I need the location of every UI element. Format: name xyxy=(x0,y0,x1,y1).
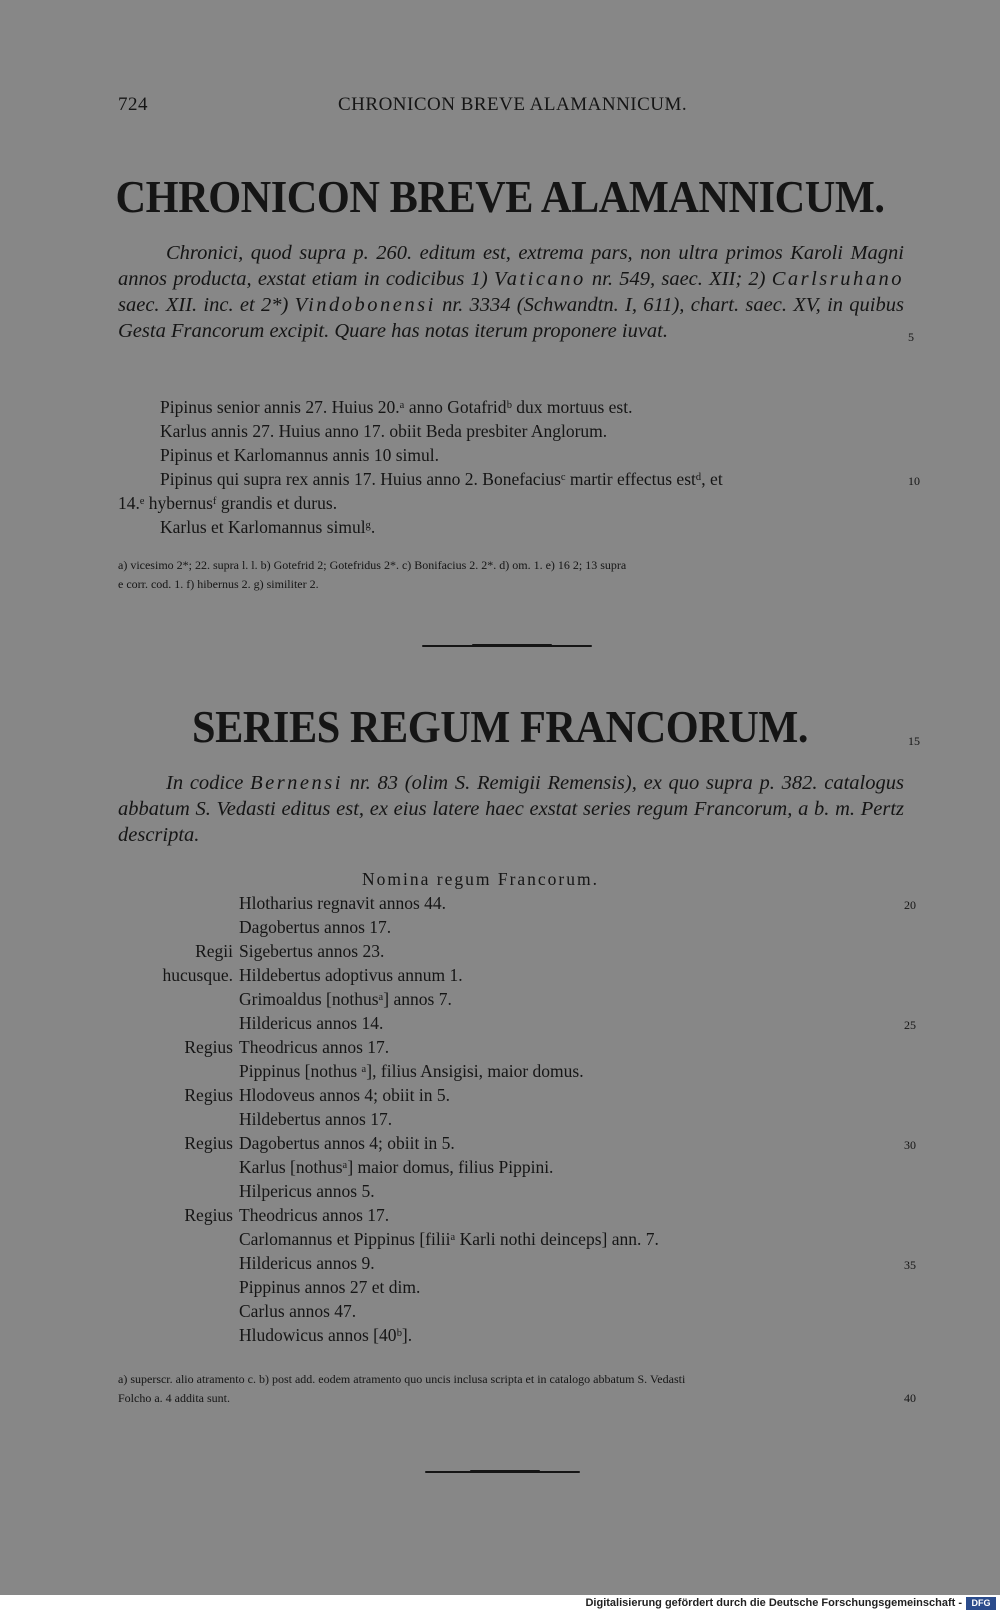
king-entry: Hlotharius regnavit annos 44. xyxy=(239,893,447,913)
king-entry: Pippinus [nothus ᵃ], filius Ansigisi, maior domus. xyxy=(239,1061,584,1081)
chronicle-entry: Karlus et Karlomannus simulᵍ. xyxy=(160,517,376,537)
section1-intro: Chronici, quod supra p. 260. editum est, extrema pars, non ultra primos Karoli Magni annos producta, exstat etiam in codicibus 1) Vaticano nr. 549, saec. XII; 2) Carlsruhano saec. XII. inc. et 2*) Vindobonensi nr. 3334 (Schwandtn. I, 611), chart. saec. XV, in quibus Gesta Francorum excipit. Quare has notas iterum proponere iuvat. xyxy=(118,242,904,342)
list-heading: Nomina regum Francorum. xyxy=(362,869,599,889)
footnote-line: Folcho a. 4 addita sunt. xyxy=(118,1391,230,1405)
line-number: 5 xyxy=(908,330,914,344)
chronicle-entry: Pipinus et Karlomannus annis 10 simul. xyxy=(160,445,440,465)
king-entry: Grimoaldus [nothusᵃ] annos 7. xyxy=(239,989,452,1009)
line-number: 35 xyxy=(904,1258,916,1272)
footer-credit: Digitalisierung gefördert durch die Deutsche Forschungsgemeinschaft - xyxy=(585,1597,962,1609)
line-number: 20 xyxy=(904,898,916,912)
section-title-chronicon: CHRONICON BREVE ALAMANNICUM. xyxy=(115,171,885,222)
chronicle-entry: 14.ᵉ hybernusᶠ grandis et durus. xyxy=(118,493,338,513)
dfg-logo: DFG xyxy=(966,1597,996,1610)
king-entry: Sigebertus annos 23. xyxy=(239,941,385,961)
king-entry: Hildebertus adoptivus annum 1. xyxy=(239,965,463,985)
king-entry: Hildebertus annos 17. xyxy=(239,1109,393,1129)
running-title: CHRONICON BREVE ALAMANNICUM. xyxy=(338,94,688,115)
row-margin-note: Regius xyxy=(184,1133,233,1153)
line-number: 25 xyxy=(904,1018,916,1032)
king-entry: Dagobertus annos 4; obiit in 5. xyxy=(239,1133,455,1153)
line-number: 10 xyxy=(908,474,920,488)
king-entry: Theodricus annos 17. xyxy=(239,1037,390,1057)
footnote-line: a) superscr. alio atramento c. b) post add. eodem atramento quo uncis inclusa scripta et in catalogo abbatum S. Vedasti xyxy=(118,1372,686,1386)
page-number: 724 xyxy=(118,94,148,115)
row-margin-note: Regius xyxy=(184,1037,233,1057)
section-title-series: SERIES REGUM FRANCORUM. xyxy=(191,701,809,752)
footnote-line: e corr. cod. 1. f) hibernus 2. g) similiter 2. xyxy=(118,577,319,591)
row-margin-note: Regii xyxy=(195,941,233,961)
king-entry: Hildericus annos 14. xyxy=(239,1013,384,1033)
king-entry: Hilpericus annos 5. xyxy=(239,1181,375,1201)
line-number: 30 xyxy=(904,1138,916,1152)
king-entry: Pippinus annos 27 et dim. xyxy=(239,1277,421,1297)
king-entry: Carlus annos 47. xyxy=(239,1301,357,1321)
king-entry: Carlomannus et Pippinus [filiiᵃ Karli nothi deinceps] ann. 7. xyxy=(239,1229,659,1249)
chronicle-entry: Pipinus senior annis 27. Huius 20.ᵃ anno Gotafridᵇ dux mortuus est. xyxy=(160,397,633,417)
section-divider-center xyxy=(470,1470,540,1473)
king-entry: Hlodoveus annos 4; obiit in 5. xyxy=(239,1085,450,1105)
digitization-footer xyxy=(0,1595,1000,1613)
row-margin-note: hucusque. xyxy=(162,965,233,985)
section-divider-center xyxy=(472,644,552,647)
king-entry: Karlus [nothusᵃ] maior domus, filius Pippini. xyxy=(239,1157,554,1177)
row-margin-note: Regius xyxy=(184,1085,233,1105)
king-entry: Hludowicus annos [40ᵇ]. xyxy=(239,1325,413,1345)
king-entry: Dagobertus annos 17. xyxy=(239,917,392,937)
line-number: 15 xyxy=(908,734,920,748)
chronicle-entry: Karlus annis 27. Huius anno 17. obiit Beda presbiter Anglorum. xyxy=(160,421,608,441)
row-margin-note: Regius xyxy=(184,1205,233,1225)
king-entry: Hildericus annos 9. xyxy=(239,1253,375,1273)
chronicle-entry: Pipinus qui supra rex annis 17. Huius anno 2. Bonefaciusᶜ martir effectus estᵈ, et xyxy=(160,469,723,489)
section2-intro: In codice Bernensi nr. 83 (olim S. Remigii Remensis), ex quo supra p. 382. catalogus abbatum S. Vedasti editus est, ex eius latere haec exstat series regum Francorum, a b. m. Pertz descripta. xyxy=(118,772,904,846)
line-number: 40 xyxy=(904,1391,916,1405)
king-entry: Theodricus annos 17. xyxy=(239,1205,390,1225)
footnote-line: a) vicesimo 2*; 22. supra l. l. b) Gotefrid 2; Gotefridus 2*. c) Bonifacius 2. 2*. d) om. 1. e) 16 2; 13 supra xyxy=(118,558,627,572)
